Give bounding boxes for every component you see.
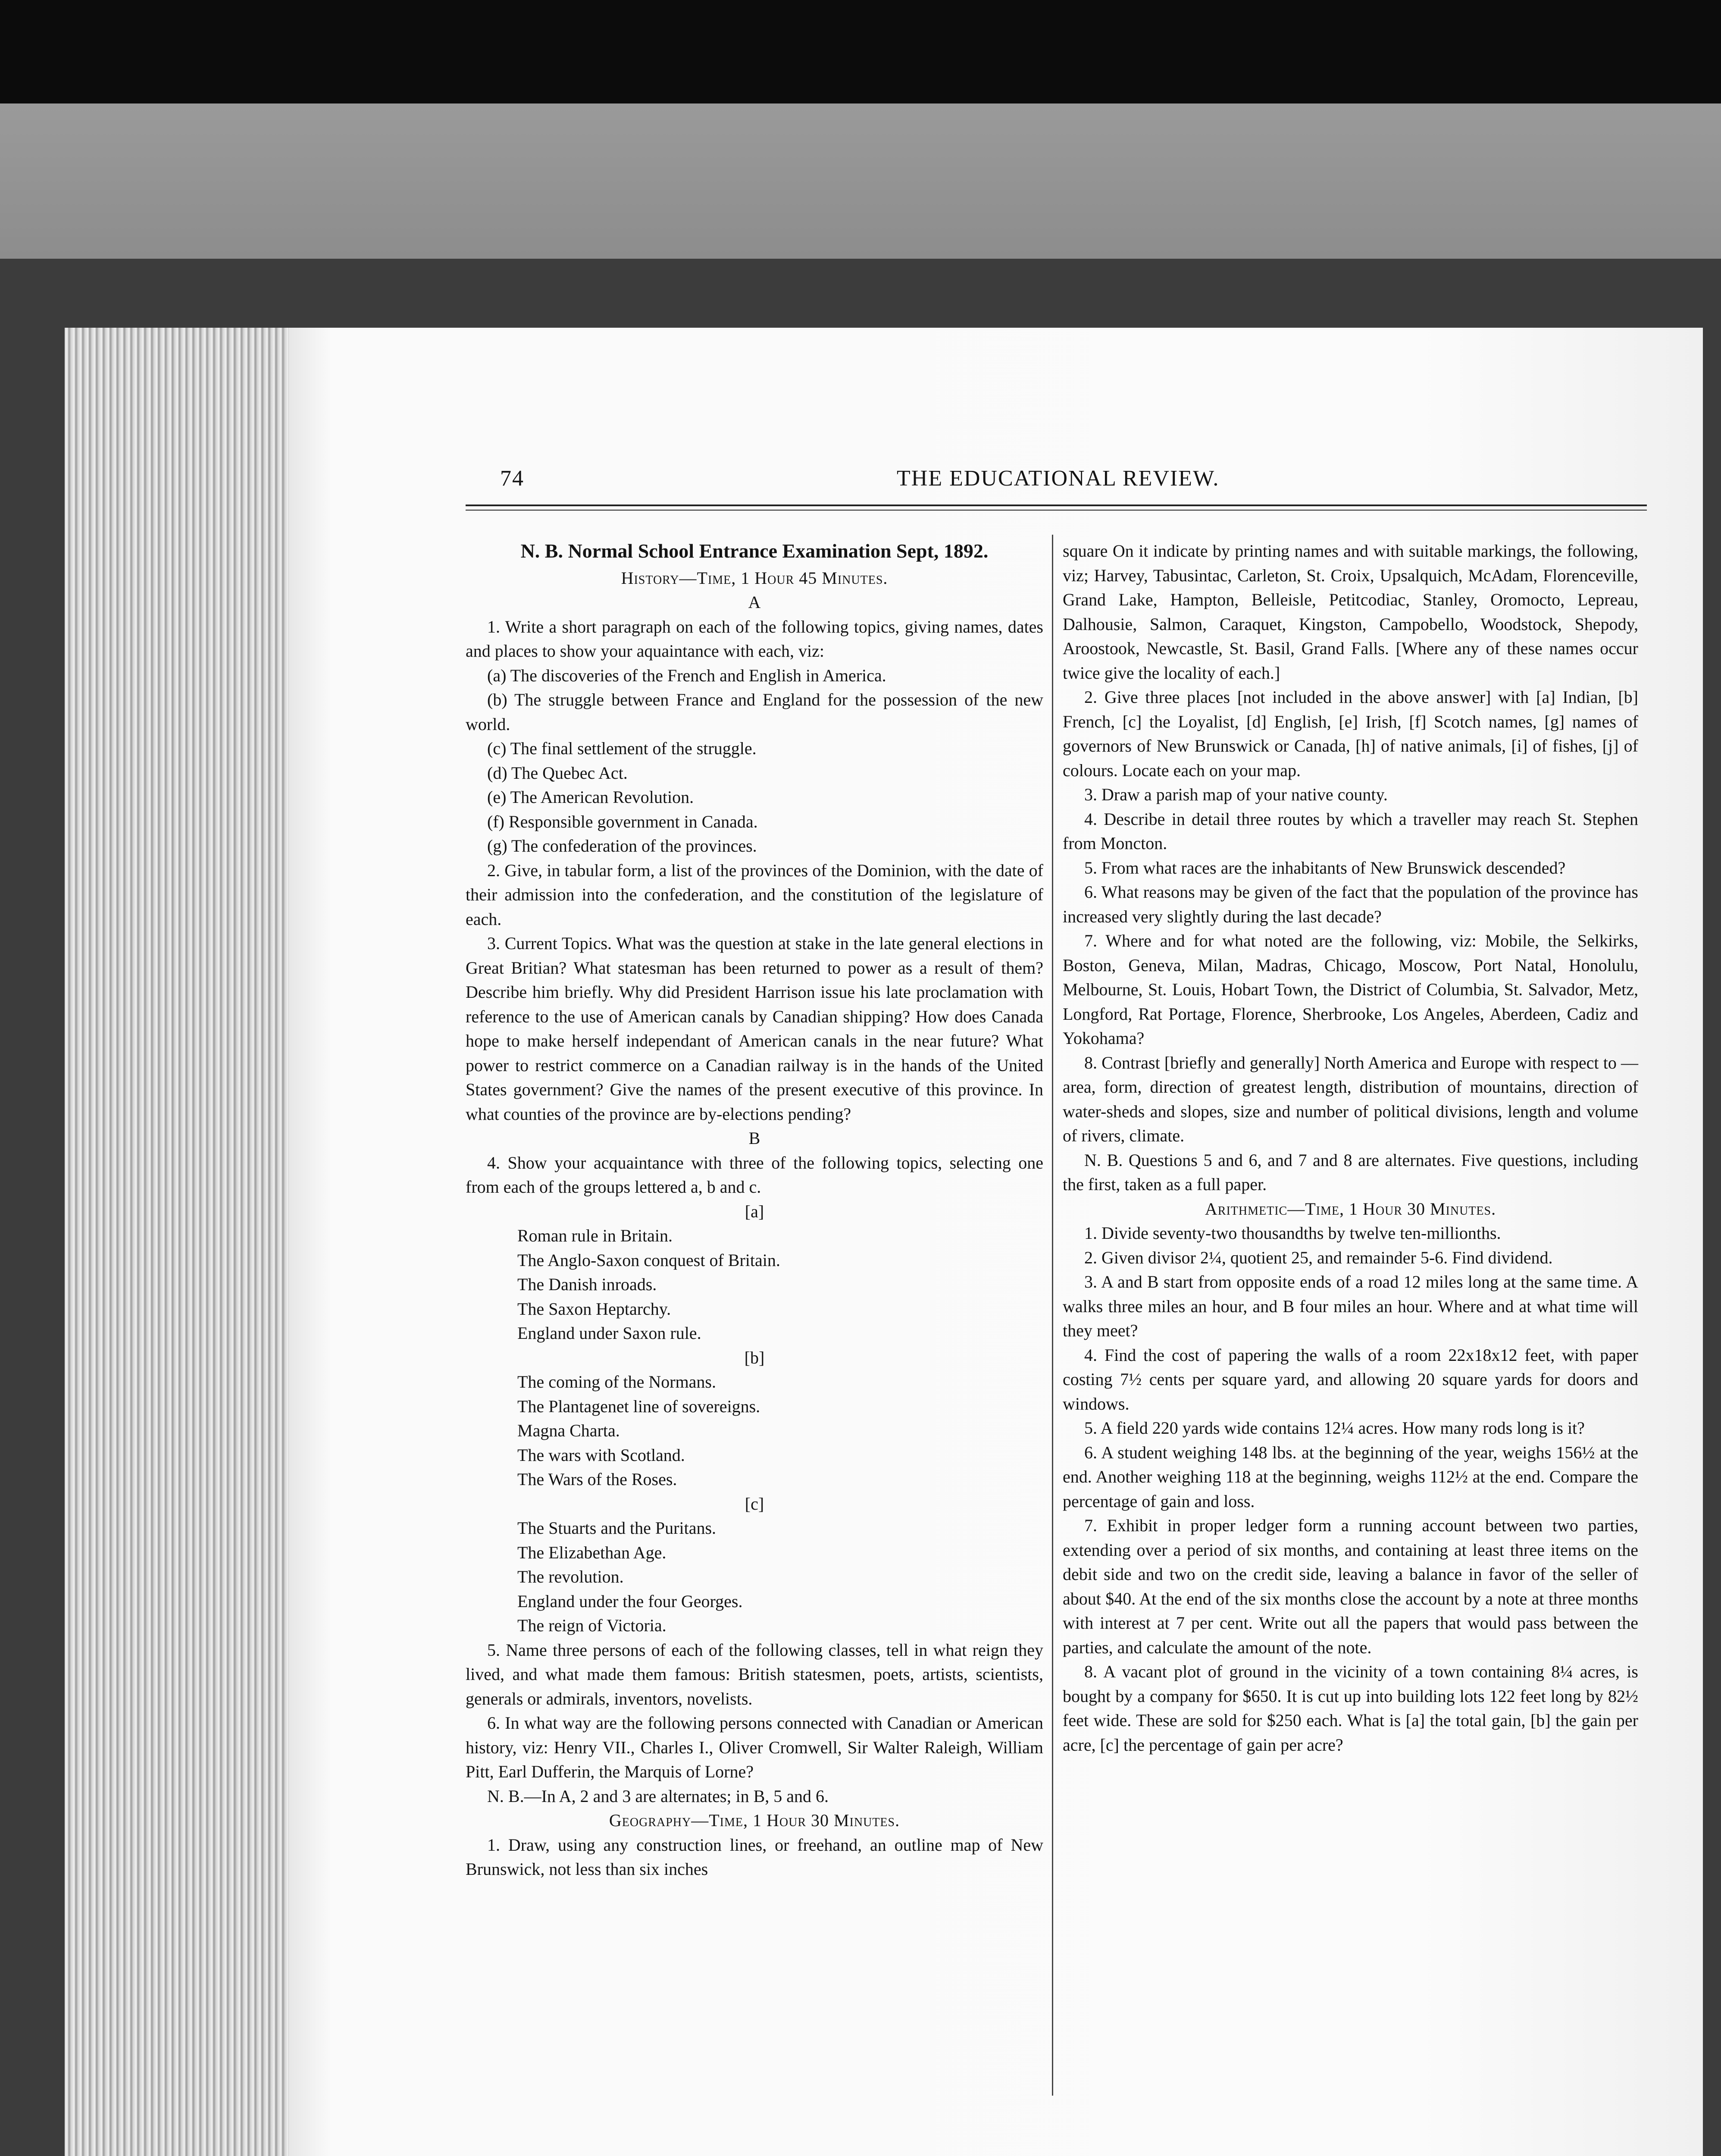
group-a-item: The Saxon Heptarchy. [517,1299,671,1319]
geography-question-5: 5. From what races are the inhabitants of New Brunswick descended? [1084,858,1566,877]
group-a-label: [a] [745,1201,764,1221]
geography-note: N. B. Questions 5 and 6, and 7 and 8 are alternates. Five questions, including the first, taken as a full paper. [1063,1150,1638,1194]
geography-question-4: 4. Describe in detail three routes by which a traveller may reach St. Stephen from Moncton. [1063,809,1638,853]
group-c-item: England under the four Georges. [517,1591,743,1611]
geography-question-2: 2. Give three places [not included in the above answer] with [a] Indian, [b] French, [c] the Loyalist, [d] English, [e] Irish, [f] Scotch names, [g] names of governors of New Brunswick or Canada, [h] of native animals, [i] of fishes, [j] of colours. Locate each on your map. [1063,687,1638,780]
history-note: N. B.—In A, 2 and 3 are alternates; in B, 5 and 6. [487,1786,829,1806]
question-1: 1. Write a short paragraph on each of the following topics, giving names, dates and places to show your aquaintance with each, viz: [466,617,1043,661]
arithmetic-question-8: 8. A vacant plot of ground in the vicinity of a town containing 8¼ acres, is bought by a company for $650. It is cut up into building lots 122 feet long by 82½ feet wide. These are sold for $250 each. What is [a] the total gain, [b] the gain per acre, [c] the percentage of gain per acre? [1063,1662,1638,1755]
group-b-item: The Plantagenet line of sovereigns. [517,1396,760,1416]
column-divider [1052,535,1053,2096]
arithmetic-question-7: 7. Exhibit in proper ledger form a running account between two parties, extending over a period of six months, and containing at least three items on the debit side and two on the credit side, leaving a balance in favor of the seller of about $40. At the end of the six months close the account by a note at three months with interest at 7 per cent. Write out all the papers that would pass between the parties, and calculate the amount of the note. [1063,1516,1638,1657]
question-4: 4. Show your acquaintance with three of the following topics, selecting one from each of the groups lettered a, b and c. [466,1153,1043,1197]
right-column [1063,539,1638,1757]
question-5: 5. Name three persons of each of the following classes, tell in what reign they lived, and what made them famous: British statesmen, poets, artists, scientists, generals or admirals, inventors, novelists. [466,1640,1043,1708]
group-a-item: The Anglo-Saxon conquest of Britain. [517,1250,780,1270]
group-c-item: The reign of Victoria. [517,1616,666,1635]
q1-item-f: (f) Responsible government in Canada. [487,812,758,831]
group-a-item: England under Saxon rule. [517,1323,701,1343]
q1-item-g: (g) The confederation of the provinces. [487,836,757,856]
q1-item-e: (e) The American Revolution. [487,787,694,807]
question-3: 3. Current Topics. What was the question at stake in the late general elections in Great Britian? What statesman has been returned to power as a result of them? Describe him briefly. Why did President Harrison issue his late proclamation with reference to the use of American canals by Canadian shipping? How does Canada hope to make herself independant of American canals in the near future? What power to restrict commerce on a Canadian railway is in the hands of the United States government? Give the names of the present executive of this province. In what counties of the province are by-elections pending? [466,934,1043,1124]
arithmetic-question-6: 6. A student weighing 148 lbs. at the beginning of the year, weighs 156½ at the end. Another weighing 118 at the beginning, weighs 112½ at the end. Compare the percentage of gain and loss. [1063,1442,1638,1511]
history-heading: History—Time, 1 Hour 45 Minutes. [621,568,888,588]
geography-heading: Geography—Time, 1 Hour 30 Minutes. [609,1811,900,1830]
arithmetic-question-4: 4. Find the cost of papering the walls of a room 22x18x12 feet, with paper costing 7½ cents per square yard, and allowing 20 square yards for doors and windows. [1063,1345,1638,1413]
geography-question-1: 1. Draw, using any construction lines, or freehand, an outline map of New Brunswick, not less than six inches [466,1835,1043,1879]
arithmetic-heading: Arithmetic—Time, 1 Hour 30 Minutes. [1205,1199,1496,1219]
film-border-top [0,0,1721,103]
group-b-item: Magna Charta. [517,1421,620,1440]
arithmetic-question-5: 5. A field 220 yards wide contains 12¼ acres. How many rods long is it? [1084,1418,1585,1438]
geography-question-6: 6. What reasons may be given of the fact that the population of the province has increased very slightly during the last decade? [1063,882,1638,926]
exam-title: N. B. Normal School Entrance Examination Sept, 1892. [520,540,989,562]
geography-question-7: 7. Where and for what noted are the following, viz: Mobile, the Selkirks, Boston, Geneva, Milan, Madras, Chicago, Moscow, Port Natal, Honolulu, Melbourne, St. Louis, Hobart Town, the District of Columbia, St. Salvador, Metz, Longford, Rat Portage, Florence, Sherbrooke, Los Angeles, Aberdeen, Cadiz and Yokohama? [1063,931,1638,1048]
part-b-label: B [748,1128,760,1148]
geography-question-8: 8. Contrast [briefly and generally] North America and Europe with respect to — area, form, direction of greatest length, distribution of mountains, direction of water-sheds and slopes, size and number of political divisions, length and volume of rivers, climate. [1063,1053,1638,1145]
part-a-label: A [748,592,761,612]
group-c-item: The Stuarts and the Puritans. [517,1518,717,1538]
page-header [500,466,1384,500]
group-c-item: The Elizabethan Age. [517,1542,666,1562]
header-rule-thin [466,510,1647,511]
journal-title: THE EDUCATIONAL REVIEW. [897,466,1220,491]
q1-item-a: (a) The discoveries of the French and English in America. [487,665,886,685]
header-rule [466,505,1647,506]
group-c-label: [c] [745,1494,764,1514]
geography-question-1-continued: square On it indicate by printing names and with suitable markings, the following, viz; Harvey, Tabusintac, Carleton, St. Croix, Upsalquich, McAdam, Florenceville, Grand Lake, Hampton, Belleisle, Petitcodiac, Stanley, Oromocto, Lepreau, Dalhousie, Salmon, Caraquet, Kingston, Campobello, Woodstock, Shepody, Aroostook, Newcastle, St. Basil, Grand Falls. [Where any of these names occur twice give the locality of each.] [1063,541,1638,683]
page-number: 74 [500,466,524,491]
geography-question-3: 3. Draw a parish map of your native county. [1084,785,1388,804]
q1-item-c: (c) The final settlement of the struggle. [487,739,757,758]
group-b-item: The wars with Scotland. [517,1445,685,1465]
arithmetic-question-2: 2. Given divisor 2¼, quotient 25, and remainder 5-6. Find dividend. [1084,1247,1553,1267]
q1-item-b: (b) The struggle between France and England for the possession of the new world. [466,690,1043,734]
group-c-item: The revolution. [517,1567,624,1586]
left-column [466,539,1043,1882]
question-6: 6. In what way are the following persons connected with Canadian or American history, viz: Henry VII., Charles I., Oliver Cromwell, Sir Walter Raleigh, William Pitt, Earl Dufferin, the Marquis of Lorne? [466,1713,1043,1781]
arithmetic-question-3: 3. A and B start from opposite ends of a road 12 miles long at the same time. A walks three miles an hour, and B four miles an hour. Where and at what time will they meet? [1063,1272,1638,1340]
arithmetic-question-1: 1. Divide seventy-two thousandths by twelve ten-millionths. [1084,1223,1501,1243]
group-a-item: The Danish inroads. [517,1275,657,1294]
group-b-item: The Wars of the Roses. [517,1470,677,1489]
page-edges [65,328,289,2156]
q1-item-d: (d) The Quebec Act. [487,763,628,783]
group-b-label: [b] [744,1348,765,1367]
group-b-item: The coming of the Normans. [517,1372,716,1391]
question-2: 2. Give, in tabular form, a list of the provinces of the Dominion, with the date of their admission into the confederation, and the constitution of the legislature of each. [466,860,1043,929]
group-a-item: Roman rule in Britain. [517,1226,673,1245]
